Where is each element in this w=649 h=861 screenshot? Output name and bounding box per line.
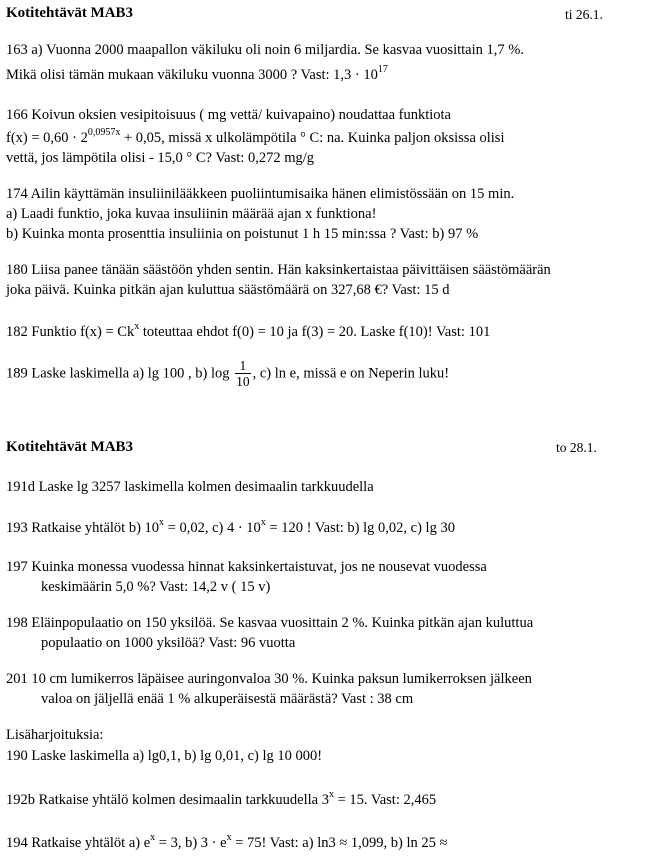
task-163-line-1: 163 a) Vuonna 2000 maapallon väkiluku oli noin 6 miljardia. Se kasvaa vuosittain 1,7 %. <box>6 42 524 58</box>
task-174-line-3: b) Kuinka monta prosenttia insuliinia on poistunut 1 h 15 min:ssa ? Vast: b) 97 % <box>6 226 479 242</box>
task-192b: 192b Ratkaise yhtälö kolmen desimaalin tarkkuudella $3^x = 15$. Vast: 2,465 <box>6 789 437 808</box>
task-166-line-2: $f(x) = 0,60 \cdot 2^{0,0957x} + 0,05$, missä x ulkolämpötila ° C: na. Kuinka paljon oksissa olisi <box>6 127 505 146</box>
fraction-one-tenth: $\frac{1}{10}$ <box>236 358 250 389</box>
extra-exercises-title: Lisäharjoituksia: <box>6 727 104 743</box>
task-190: 190 Laske laskimella a) lg0,1, b) lg 0,01, c) lg 10 000! <box>6 748 323 764</box>
date-2: to 28.1. <box>556 440 597 455</box>
task-180-line-2: joka päivä. Kuinka pitkän ajan kuluttua säästömäärä on 327,68 €? Vast: 15 d <box>6 282 450 298</box>
task-163-line-2: Mikä olisi tämän mukaan väkiluku vuonna 3000 ? Vast: $1,3 \cdot 10^{17}$ <box>6 64 388 83</box>
task-174-line-2: a) Laadi funktio, joka kuvaa insuliinin määrää ajan x funktiona! <box>6 206 377 222</box>
task-182: 182 Funktio $f(x) = Ck^x$ toteuttaa ehdot f(0) = 10 ja f(3) = 20. Laske f(10)! Vast: 101 <box>6 321 491 340</box>
task-180-line-1: 180 Liisa panee tänään säästöön yhden sentin. Hän kaksinkertaistaa päivittäisen säästömäärän <box>6 262 551 278</box>
task-201-line-2: valoa on jäljellä enää 1 % alkuperäisestä määrästä? Vast : 38 cm <box>41 691 414 707</box>
task-198-line-2: populaatio on 1000 yksilöä? Vast: 96 vuotta <box>41 635 296 651</box>
task-166-line-3: vettä, jos lämpötila olisi - 15,0 ° C? Vast: 0,272 mg/g <box>6 150 314 166</box>
section-title-2: Kotitehtävät MAB3 <box>6 439 134 455</box>
task-201-line-1: 201 10 cm lumikerros läpäisee auringonvaloa 30 %. Kuinka paksun lumikerroksen jälkeen <box>6 671 532 687</box>
task-193: 193 Ratkaise yhtälöt b) $10^x = 0,02$, c) $4 \cdot 10^x = 120$ ! Vast: b) lg 0,02, c) lg 30 <box>6 517 455 536</box>
section-title-1: Kotitehtävät MAB3 <box>6 5 134 21</box>
task-197-line-1: 197 Kuinka monessa vuodessa hinnat kaksinkertaistuvat, jos ne nousevat vuodessa <box>6 559 487 575</box>
task-194: 194 Ratkaise yhtälöt a) $e^x = 3$, b) $3 \cdot e^x = 75$! Vast: a) ln3 ≈ 1,099, b) ln 25 ≈ <box>6 832 448 851</box>
task-166-line-1: 166 Koivun oksien vesipitoisuus ( mg vettä/ kuivapaino) noudattaa funktiota <box>6 107 451 123</box>
task-191d: 191d Laske lg 3257 laskimella kolmen desimaalin tarkkuudella <box>6 479 374 495</box>
task-197-line-2: keskimäärin 5,0 %? Vast: 14,2 v ( 15 v) <box>41 579 271 595</box>
task-198-line-1: 198 Eläinpopulaatio on 150 yksilöä. Se kasvaa vuosittain 2 %. Kuinka pitkän ajan kuluttua <box>6 615 534 631</box>
date-1: ti 26.1. <box>565 7 603 22</box>
task-174-line-1: 174 Ailin käyttämän insuliinilääkkeen puoliintumisaika hänen elimistössään on 15 min. <box>6 186 515 202</box>
task-189: 189 Laske laskimella a) lg 100 , b) log $\frac{1}{10}$ , c) ln e, missä e on Neperin luku! <box>6 358 450 389</box>
